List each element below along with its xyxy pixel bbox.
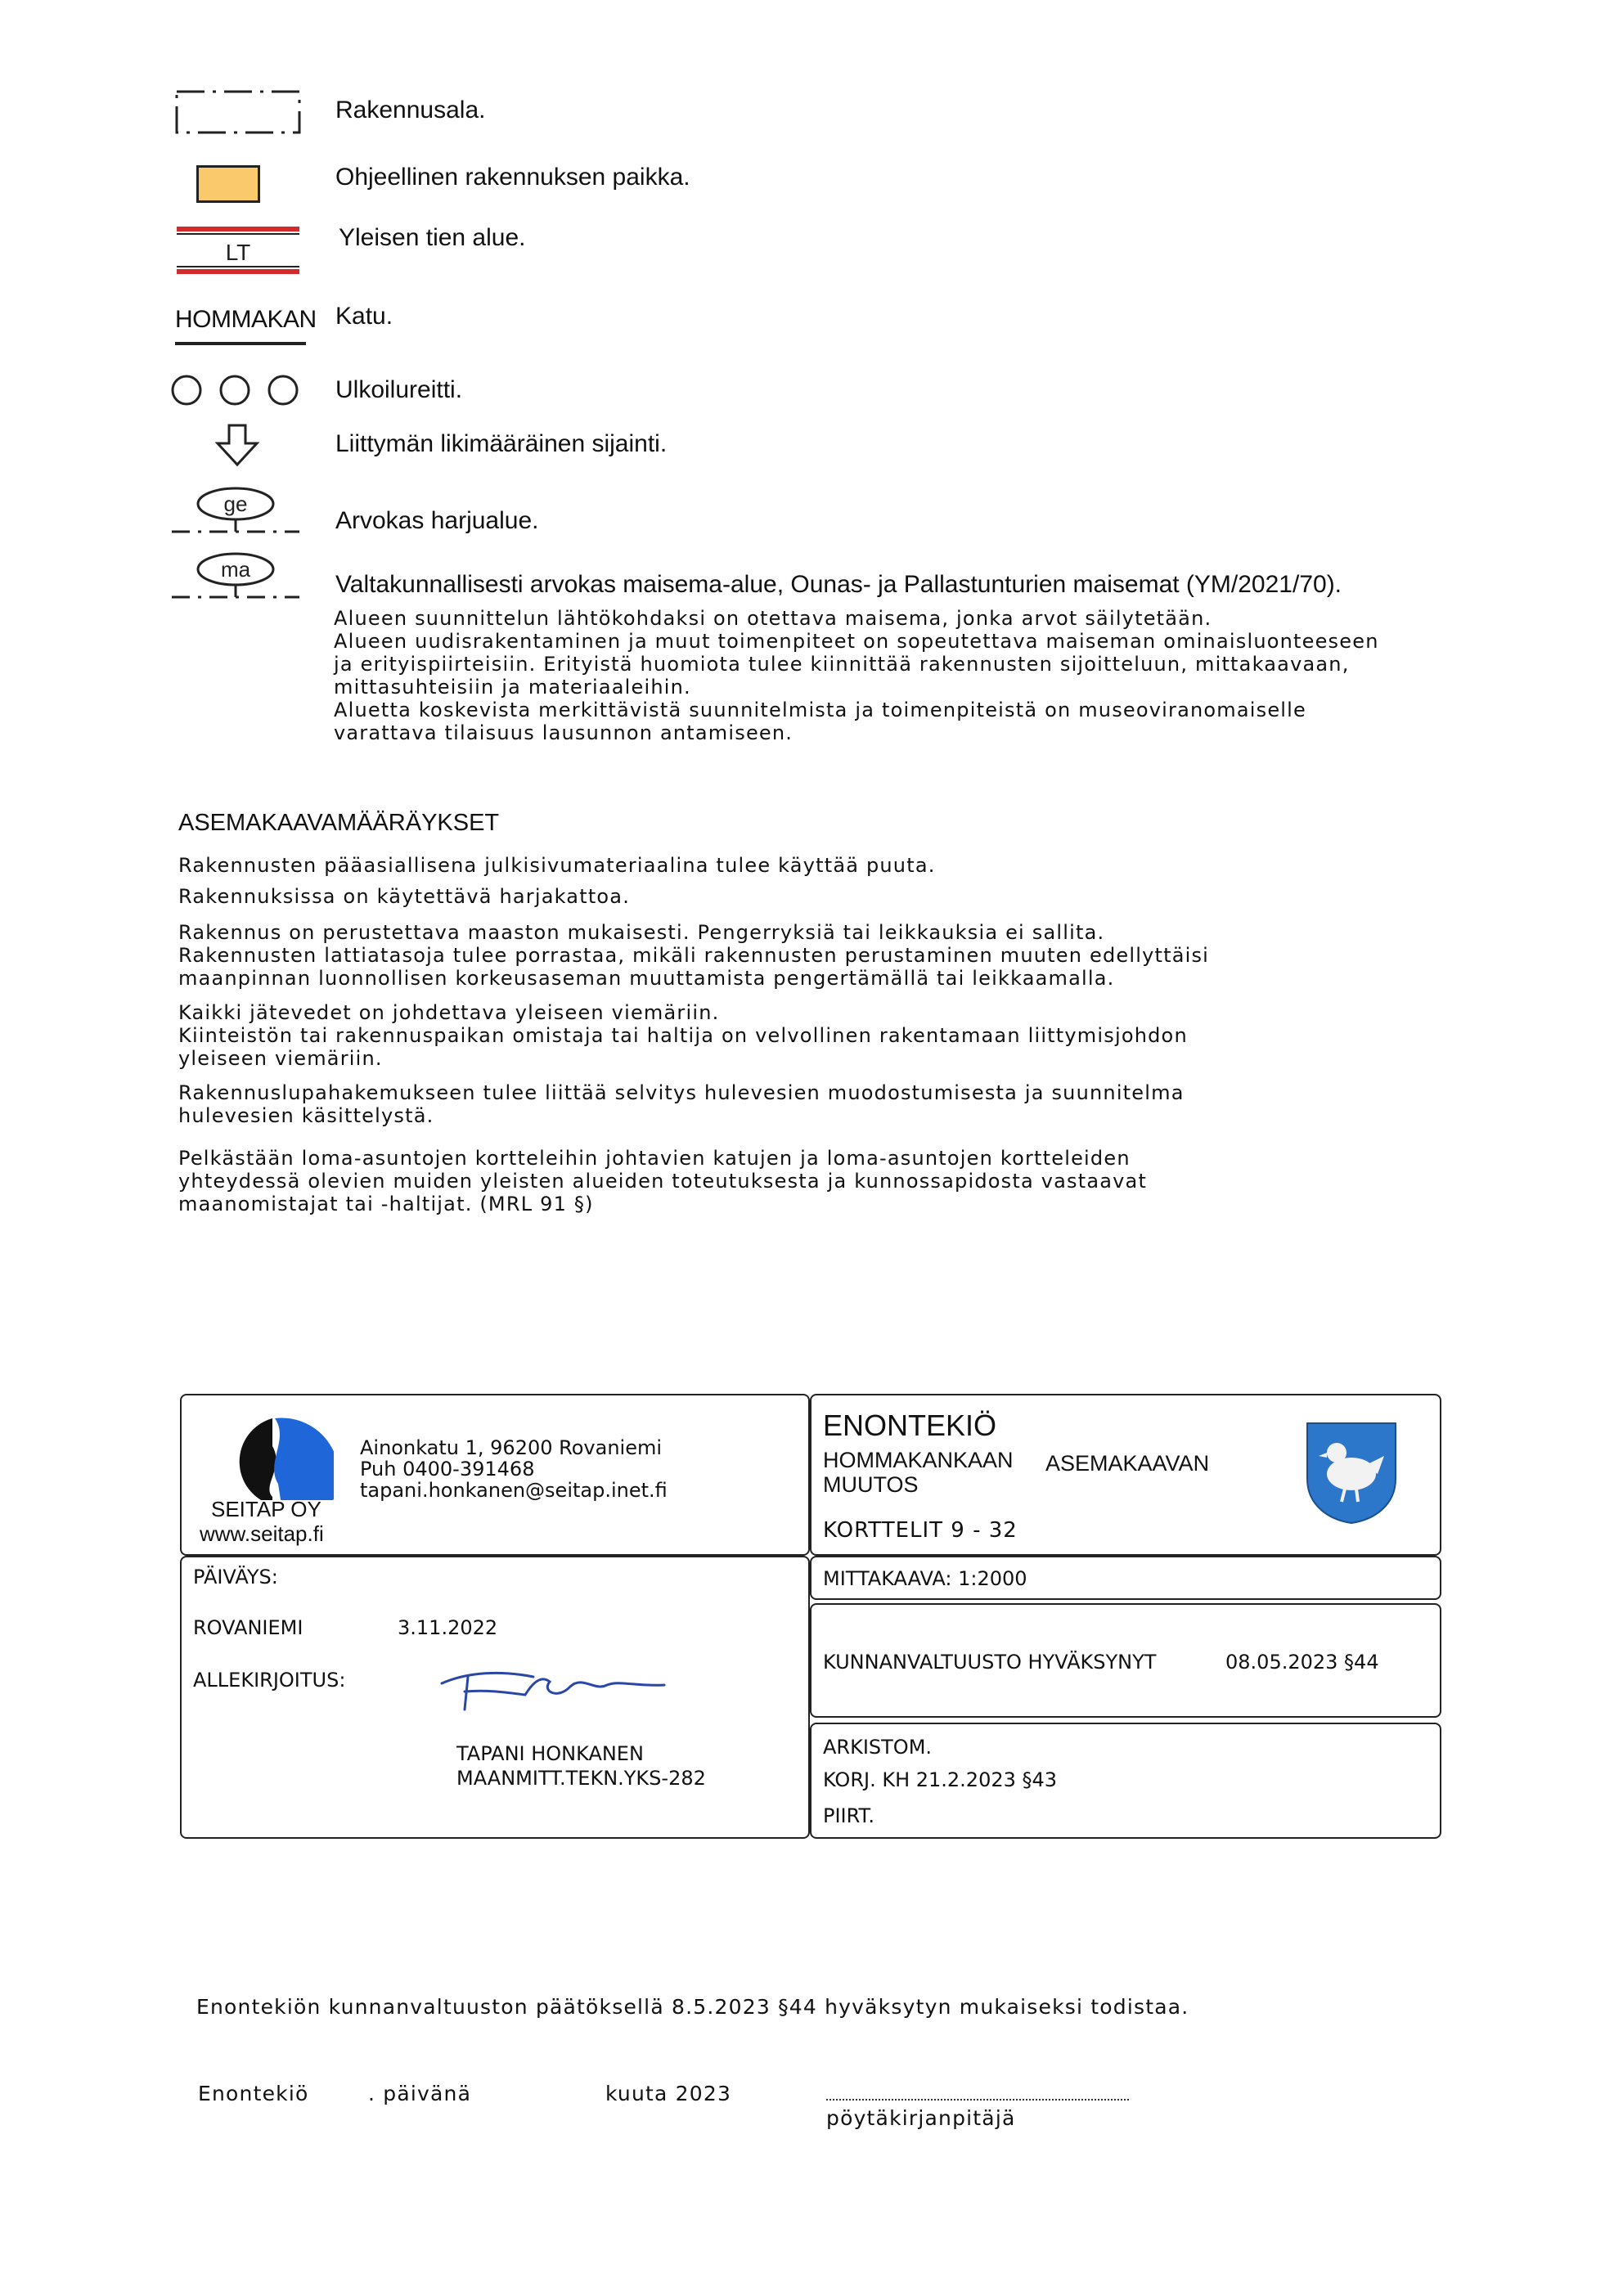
legend-label-outdoor-route: Ulkoilureitti. (335, 376, 463, 403)
date-signature-box (180, 1556, 810, 1839)
legend-label-road: Yleisen tien alue. (339, 224, 526, 251)
regulation-line: Rakennuksissa on käytettävä harjakattoa. (178, 885, 631, 908)
company-web: www.seitap.fi (200, 1521, 324, 1546)
regulation-line: maanpinnan luonnollisen korkeusaseman muuttamista pengertämällä tai leikkaamalla. (178, 967, 1115, 990)
approval-box (810, 1603, 1441, 1718)
signature-line (826, 2099, 1129, 2101)
handwritten-signature (435, 1659, 672, 1716)
regulation-line: Kiinteistön tai rakennuspaikan omistaja tai haltija on velvollinen rakentamaan liittymisjohdon (178, 1024, 1188, 1047)
archive-box (810, 1723, 1441, 1839)
regulation-line: maanomistajat tai -haltijat. (MRL 91 §) (178, 1193, 594, 1215)
regulation-line: Rakennuslupahakemukseen tulee liittää selvitys hulevesien muodostumisesta ja suunnitelma (178, 1081, 1185, 1104)
company-box (180, 1394, 810, 1556)
regulation-line: yhteydessä olevien muiden yleisten alueiden toteutuksesta ja kunnossapidosta vastaavat (178, 1170, 1148, 1193)
archive-label: ARKISTOM. (823, 1736, 933, 1759)
date-place: ROVANIEMI (193, 1616, 303, 1639)
down-arrow-icon (214, 422, 260, 468)
road-lt-text: LT (225, 240, 251, 265)
company-name: SEITAP OY (211, 1497, 321, 1521)
regulation-paragraph (178, 921, 1209, 990)
municipality-name: ENONTEKIÖ (823, 1409, 997, 1442)
landscape-detail-line: Alueen uudisrakentaminen ja muut toimenpiteet on sopeutettava maiseman ominaisluonteeseen (334, 630, 1379, 653)
plan-title-box (810, 1394, 1441, 1556)
regulation-line: Rakennusten pääasiallisena julkisivumateriaalina tulee käyttää puuta. (178, 854, 936, 877)
legend-label-building-place: Ohjeellinen rakennuksen paikka. (335, 164, 690, 191)
plan-title-line-3: MUUTOS (823, 1472, 919, 1497)
rakennusala-dashed-rect-icon (173, 87, 304, 137)
certification-statement: Enontekiön kunnanvaltuuston päätöksellä 8.5.2023 §44 hyväksytyn mukaiseksi todistaa. (196, 1995, 1189, 2019)
legend-label-rakennusala: Rakennusala. (335, 97, 486, 124)
certification-day: . päivänä (368, 2082, 472, 2105)
regulation-paragraph (178, 1001, 1188, 1070)
regulation-line: Kaikki jätevedet on johdettava yleiseen viemäriin. (178, 1001, 720, 1024)
company-email: tapani.honkanen@seitap.inet.fi (360, 1479, 668, 1502)
regulation-line: hulevesien käsittelystä. (178, 1104, 434, 1127)
ge-oval-text: ge (223, 492, 248, 516)
ge-oval-icon (169, 486, 308, 540)
legend-label-landscape: Valtakunnallisesti arvokas maisema-alue, Ounas- ja Pallastunturien maisemat (YM/2021/70). (335, 571, 1342, 598)
building-place-orange-rect-icon (196, 165, 260, 203)
landscape-detail-line: Aluetta koskevista merkittävistä suunnitelmista ja toimenpiteistä on museoviranomaiselle (334, 699, 1307, 721)
certification-place: Enontekiö (198, 2082, 309, 2105)
company-address: Ainonkatu 1, 96200 Rovaniemi (360, 1436, 663, 1459)
regulation-line: Rakennus on perustettava maaston mukaisesti. Pengerryksiä tai leikkauksia ei sallita. (178, 921, 1105, 944)
legend-label-street: Katu. (335, 303, 393, 330)
scale-value: MITTAKAAVA: 1:2000 (823, 1567, 1027, 1590)
landscape-detail-line: mittasuhteisiin ja materiaaleihin. (334, 676, 691, 699)
plan-title-line-1: HOMMAKANKAAN (823, 1448, 1014, 1472)
scale-box (810, 1556, 1441, 1600)
signature-label: ALLEKIRJOITUS: (193, 1669, 346, 1692)
seitap-logo-icon (211, 1415, 334, 1505)
regulation-paragraph (178, 1081, 1185, 1127)
regulation-line: Pelkästään loma-asuntojen kortteleihin johtavien katujen ja loma-asuntojen kortteleiden (178, 1147, 1131, 1170)
legend-label-ridge: Arvokas harjualue. (335, 507, 539, 534)
company-phone: Puh 0400-391468 (360, 1458, 535, 1480)
signer-name: TAPANI HONKANEN (456, 1742, 644, 1765)
approval-label: KUNNANVALTUUSTO HYVÄKSYNYT (823, 1651, 1157, 1674)
certification-month: kuuta 2023 (605, 2082, 732, 2105)
regulation-paragraph (178, 854, 936, 877)
date-label: PÄIVÄYS: (193, 1566, 278, 1588)
legend-label-junction: Liittymän likimääräinen sijainti. (335, 430, 668, 457)
ma-oval-text: ma (220, 557, 251, 582)
plan-blocks: KORTTELIT 9 - 32 (823, 1518, 1018, 1543)
signer-title: MAANMITT.TEKN.YKS-282 (456, 1767, 706, 1790)
plan-title-line-2: ASEMAKAAVAN (1045, 1451, 1210, 1476)
landscape-detail-line: varattava tilaisuus lausunnon antamiseen. (334, 721, 794, 744)
approval-date: 08.05.2023 §44 (1225, 1651, 1379, 1674)
drawn-label: PIIRT. (823, 1804, 874, 1827)
regulation-paragraph (178, 885, 630, 908)
three-circles-icon (169, 371, 308, 409)
road-lt-icon (173, 224, 304, 278)
certification-role: pöytäkirjanpitäjä (826, 2106, 1016, 2130)
regulations-heading: ASEMAKAAVAMÄÄRÄYKSET (178, 810, 500, 836)
date-value: 3.11.2022 (398, 1616, 498, 1639)
landscape-detail-line: Alueen suunnittelun lähtökohdaksi on otettava maisema, jonka arvot säilytetään. (334, 607, 1212, 630)
regulation-line: yleiseen viemäriin. (178, 1047, 383, 1070)
regulation-paragraph (178, 1147, 1147, 1215)
landscape-details (334, 607, 1379, 744)
street-name-icon: HOMMAKAN (175, 306, 306, 345)
landscape-detail-line: ja erityispiirteisiin. Erityistä huomiota tulee kiinnittää rakennusten sijoitteluun, mittakaavaan, (334, 653, 1350, 676)
ma-oval-icon (169, 551, 308, 605)
coat-of-arms-icon (1304, 1420, 1399, 1525)
correction-note: KORJ. KH 21.2.2023 §43 (823, 1768, 1058, 1791)
regulation-line: Rakennusten lattiatasoja tulee porrastaa, mikäli rakennusten perustaminen muuten edellyttäisi (178, 944, 1210, 967)
